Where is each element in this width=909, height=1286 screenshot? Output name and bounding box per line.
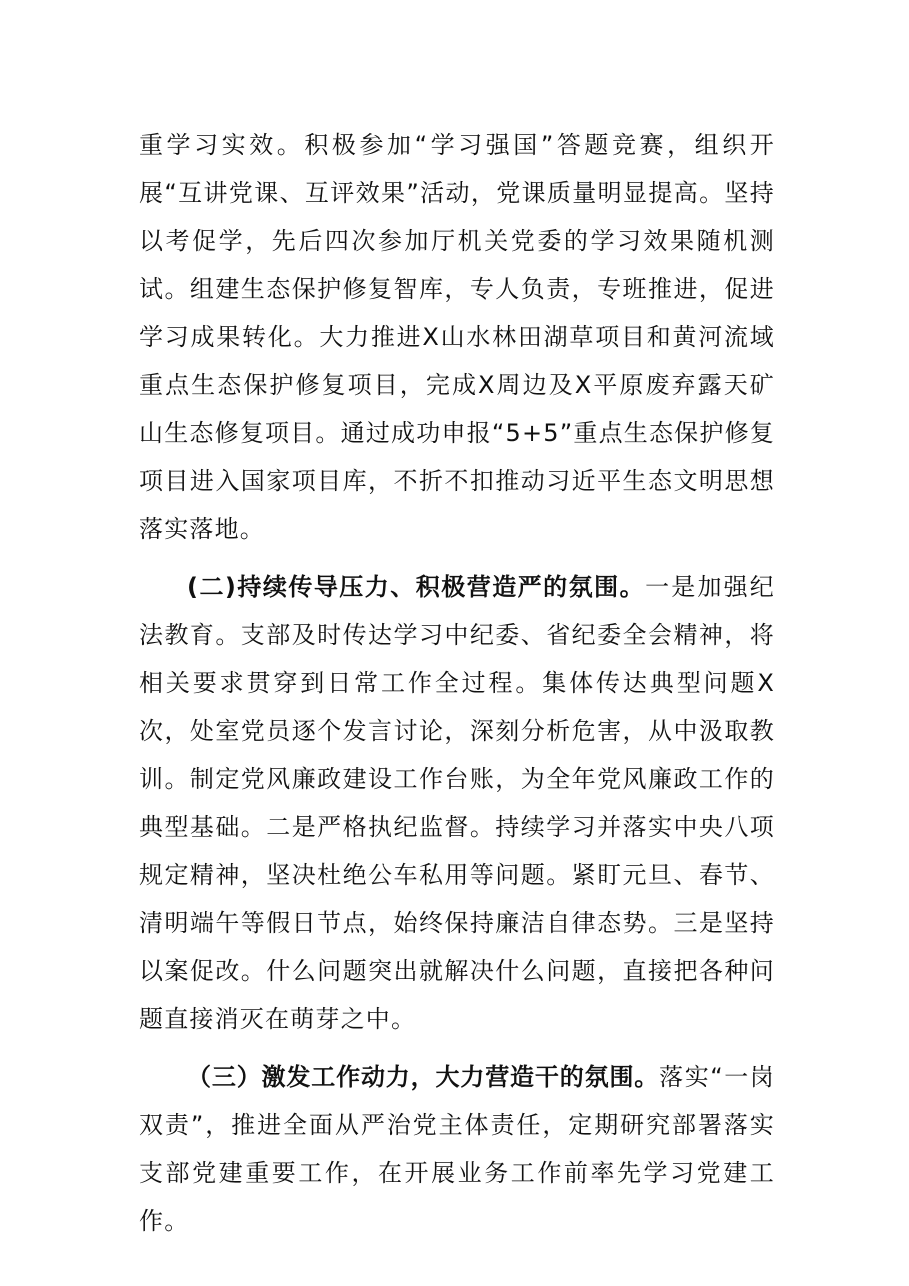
paragraph-text: 落实“一岗双责”，推进全面从严治党主体责任，定期研究部署落实支部党建重要工作，在开展业务工作前率先学习党建工作。 xyxy=(139,1063,776,1235)
paragraph-pressure xyxy=(139,563,775,1043)
section-heading-3: （三）激发工作动力，大力营造干的氛围。 xyxy=(187,1063,660,1091)
paragraph-motivation xyxy=(139,1053,775,1245)
section-heading-2: (二)持续传导压力、积极营造严的氛围。 xyxy=(187,573,646,601)
paragraph-text: 一是加强纪法教育。支部及时传达学习中纪委、省纪委全会精神，将相关要求贯穿到日常工作全过程。集体传达典型问题X次，处室党员逐个发言讨论，深刻分析危害，从中汲取教训。制定党风廉政建设工作台账，为全年党风廉政工作的典型基础。二是严格执纪监督。持续学习并落实中央八项规定精神，坚决杜绝公车私用等问题。紧盯元旦、春节、清明端午等假日节点，始终保持廉洁自律态势。三是坚持以案促改。什么问题突出就解决什么问题，直接把各种问题直接消灭在萌芽之中。 xyxy=(139,573,776,1033)
paragraph-study-results xyxy=(139,121,775,553)
document-body xyxy=(139,121,775,1245)
paragraph-text: 重学习实效。积极参加“学习强国”答题竞赛，组织开展“互讲党课、互评效果”活动，党课质量明显提高。坚持以考促学，先后四次参加厅机关党委的学习效果随机测试。组建生态保护修复智库，专人负责，专班推进，促进学习成果转化。大力推进X山水林田湖草项目和黄河流域重点生态保护修复项目，完成X周边及X平原废弃露天矿山生态修复项目。通过成功申报“5+5”重点生态保护修复项目进入国家项目库，不折不扣推动习近平生态文明思想落实落地。 xyxy=(139,131,775,543)
